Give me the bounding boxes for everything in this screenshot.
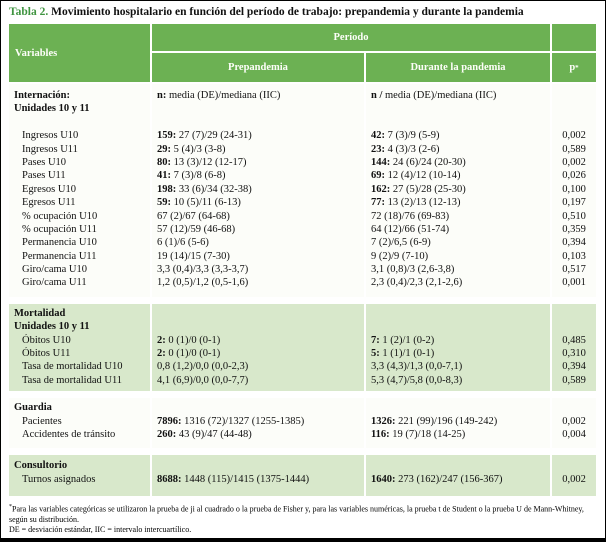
p-value-cell [552,102,596,115]
section-consultorio [9,455,596,496]
durante-cell: 42: 7 (3)/9 (5-9) [371,130,440,142]
p-value-cell [552,89,596,102]
p-value-cell: 0,359 [562,223,586,235]
durante-cell: 5,3 (4,7)/5,8 (0,0-8,3) [371,374,463,386]
prepandemia-cell: 159: 27 (7)/29 (24-31) [157,130,252,142]
variable-cell: Unidades 10 y 11 [14,321,90,333]
section-column-3 [552,455,596,496]
variable-cell: Accidentes de tránsito [22,428,116,440]
prepandemia-cell: 41: 7 (3)/8 (6-8) [157,170,226,182]
variable-cell: Giro/cama U11 [22,277,87,289]
variable-cell: Unidades 10 y 11 [14,103,90,115]
durante-cell [366,320,550,333]
variable-cell: Tasa de mortalidad U11 [22,374,123,386]
p-value-cell: 0,100 [562,183,586,195]
p-value-cell [552,307,596,320]
p-value-cell: 0,001 [562,277,586,289]
section-column-2 [366,398,550,448]
footnote-methods: *Para las variables categóricas se utilizaron la prueba de ji al cuadrado o la prueba de Fisher y, para las variables numéricas, la prueba t de Student o la prueba U de Mann-Whitney, según su distribución. [9,504,584,524]
prepandemia-cell [152,320,364,333]
variable-cell: Egresos U11 [22,197,76,209]
durante-cell: 1640: 273 (162)/247 (156-367) [371,473,503,485]
durante-cell: 162: 27 (5)/28 (25-30) [371,183,466,195]
section-mortalidad [9,304,596,391]
variable-cell: Consultorio [14,460,68,472]
durante-cell: 5: 1 (1)/1 (0-1) [371,348,435,360]
variable-cell: Pases U11 [22,170,66,182]
section-column-3 [552,398,596,448]
durante-cell: 3,1 (0,8)/3 (2,6-3,8) [371,264,455,276]
variable-cell: Ingresos U11 [22,143,78,155]
durante-cell [366,459,550,472]
prepandemia-cell: 8688: 1448 (115)/1415 (1375-1444) [157,473,310,485]
variable-cell: Pases U10 [22,156,67,168]
header-cell-variables: Variables [9,24,150,82]
durante-cell: 7 (2)/6,5 (6-9) [371,237,431,249]
prepandemia-cell: 80: 13 (3)/12 (12-17) [157,156,247,168]
footnotes [9,502,597,535]
blank-cell [366,116,550,129]
section-column-2 [366,455,550,496]
prepandemia-cell: 198: 33 (6)/34 (32-38) [157,183,252,195]
blank-cell [552,116,596,129]
durante-cell: 144: 24 (6)/24 (20-30) [371,156,466,168]
section-column-0 [9,304,150,391]
p-value-cell: 0,589 [562,143,586,155]
section-column-3 [552,84,596,297]
p-value-cell [552,320,596,333]
variable-cell: Permanencia U11 [22,250,97,262]
prepandemia-cell: 3,3 (0,4)/3,3 (3,3-3,7) [157,264,249,276]
p-value-cell [552,401,596,414]
variable-cell: Óbitos U10 [22,334,71,346]
table-caption-number: Tabla 2. [9,6,49,18]
p-value-cell: 0,004 [562,428,586,440]
variable-cell: % ocupación U11 [22,223,97,235]
section-column-0 [9,455,150,496]
prepandemia-cell: 2: 0 (1)/0 (0-1) [157,334,221,346]
prepandemia-cell: 57 (12)/59 (46-68) [157,223,236,235]
section-column-2 [366,304,550,391]
table-caption-text: Movimiento hospitalario en función del período de trabajo: prepandemia y durante la pandemia [48,6,524,18]
p-value-cell: 0,310 [562,348,586,360]
section-column-3 [552,304,596,391]
durante-cell [366,307,550,320]
section-column-0 [9,398,150,448]
prepandemia-cell: 1,2 (0,5)/1,2 (0,5-1,6) [157,277,249,289]
prepandemia-cell: 29: 5 (4)/3 (3-8) [157,143,226,155]
prepandemia-cell [152,102,364,115]
p-value-cell: 0,394 [562,237,586,249]
durante-cell: 72 (18)/76 (69-83) [371,210,450,222]
prepandemia-cell: 67 (2)/67 (64-68) [157,210,230,222]
p-value-cell: 0,394 [562,361,586,373]
p-value-cell: 0,485 [562,334,586,346]
durante-cell: 3,3 (4,3)/1,3 (0,0-7,1) [371,361,463,373]
prepandemia-cell [152,459,364,472]
variable-cell: Mortalidad [14,307,66,319]
durante-cell: 1326: 221 (99)/196 (149-242) [371,415,498,427]
durante-cell: 64 (12)/66 (51-74) [371,223,450,235]
durante-cell: 7: 1 (2)/1 (0-2) [371,334,435,346]
p-value-cell: 0,002 [562,156,586,168]
table-caption [9,4,596,21]
variable-cell: Internación: [14,90,70,101]
variable-cell: Óbitos U11 [22,348,71,360]
prepandemia-cell: n: media (DE)/mediana (IIC) [157,90,281,101]
p-value-cell: 0,197 [562,197,586,209]
section-column-1 [152,304,364,391]
variable-cell: % ocupación U10 [22,210,98,222]
section-column-1 [152,455,364,496]
variable-cell: Pacientes [22,415,62,427]
prepandemia-cell: 59: 10 (5)/11 (6-13) [157,197,241,209]
table-header [9,24,596,82]
durante-cell: 77: 13 (2)/13 (12-13) [371,197,461,209]
header-cell-empty [552,24,596,51]
section-guardia [9,398,596,448]
durante-cell: 9 (2)/9 (7-10) [371,250,429,262]
variable-cell: Giro/cama U10 [22,264,88,276]
durante-cell: 69: 12 (4)/12 (10-14) [371,170,461,182]
section-column-1 [152,398,364,448]
p-value-cell [552,459,596,472]
prepandemia-cell: 2: 0 (1)/0 (0-1) [157,348,221,360]
section-column-0 [9,84,150,297]
prepandemia-cell: 260: 43 (9)/47 (44-48) [157,428,252,440]
variable-cell: Turnos asignados [22,473,96,485]
p-value-cell: 0,517 [562,264,586,276]
durante-cell: n / media (DE)/mediana (IIC) [371,90,497,101]
p-value-cell: 0,002 [562,473,586,485]
variable-cell: Ingresos U10 [22,130,79,142]
prepandemia-cell: 0,8 (1,2)/0,0 (0,0-2,3) [157,361,249,373]
blank-cell [152,116,364,129]
p-value-cell: 0,026 [562,170,586,182]
variable-cell: Guardia [14,402,52,414]
section-internacion [9,84,596,297]
p-value-cell: 0,002 [562,130,586,142]
section-column-2 [366,84,550,297]
durante-cell [366,401,550,414]
footnote-abbreviations: DE = desviación estándar, IIC = intervalo intercuartílico. [9,524,192,534]
variable-cell: Tasa de mortalidad U10 [22,361,123,373]
footnote-marker: * [9,504,12,511]
p-value-cell: 0,589 [562,374,586,386]
prepandemia-cell: 19 (14)/15 (7-30) [157,250,230,262]
variable-cell: Egresos U10 [22,183,76,195]
prepandemia-cell [152,307,364,320]
durante-cell: 116: 19 (7)/18 (14-25) [371,428,466,440]
durante-cell: 23: 4 (3)/3 (2-6) [371,143,440,155]
section-column-1 [152,84,364,297]
table-body [9,84,596,496]
prepandemia-cell: 7896: 1316 (72)/1327 (1255-1385) [157,415,305,427]
durante-cell [366,102,550,115]
variable-cell: Permanencia U10 [22,237,97,249]
prepandemia-cell: 6 (1)/6 (5-6) [157,237,209,249]
p-value-cell: 0,510 [562,210,586,222]
p-value-cell: 0,002 [562,415,586,427]
p-value-cell: 0,103 [562,250,586,262]
header-cell-p: p * [552,53,596,82]
header-cell-periodo: Período [152,24,550,51]
durante-cell: 2,3 (0,4)/2,3 (2,1-2,6) [371,277,463,289]
blank-cell [9,116,150,129]
prepandemia-cell: 4,1 (6,9)/0,0 (0,0-7,7) [157,374,249,386]
header-cell-prepandemia: Prepandemia [152,53,364,82]
prepandemia-cell [152,401,364,414]
header-cell-durante: Durante la pandemia [366,53,550,82]
